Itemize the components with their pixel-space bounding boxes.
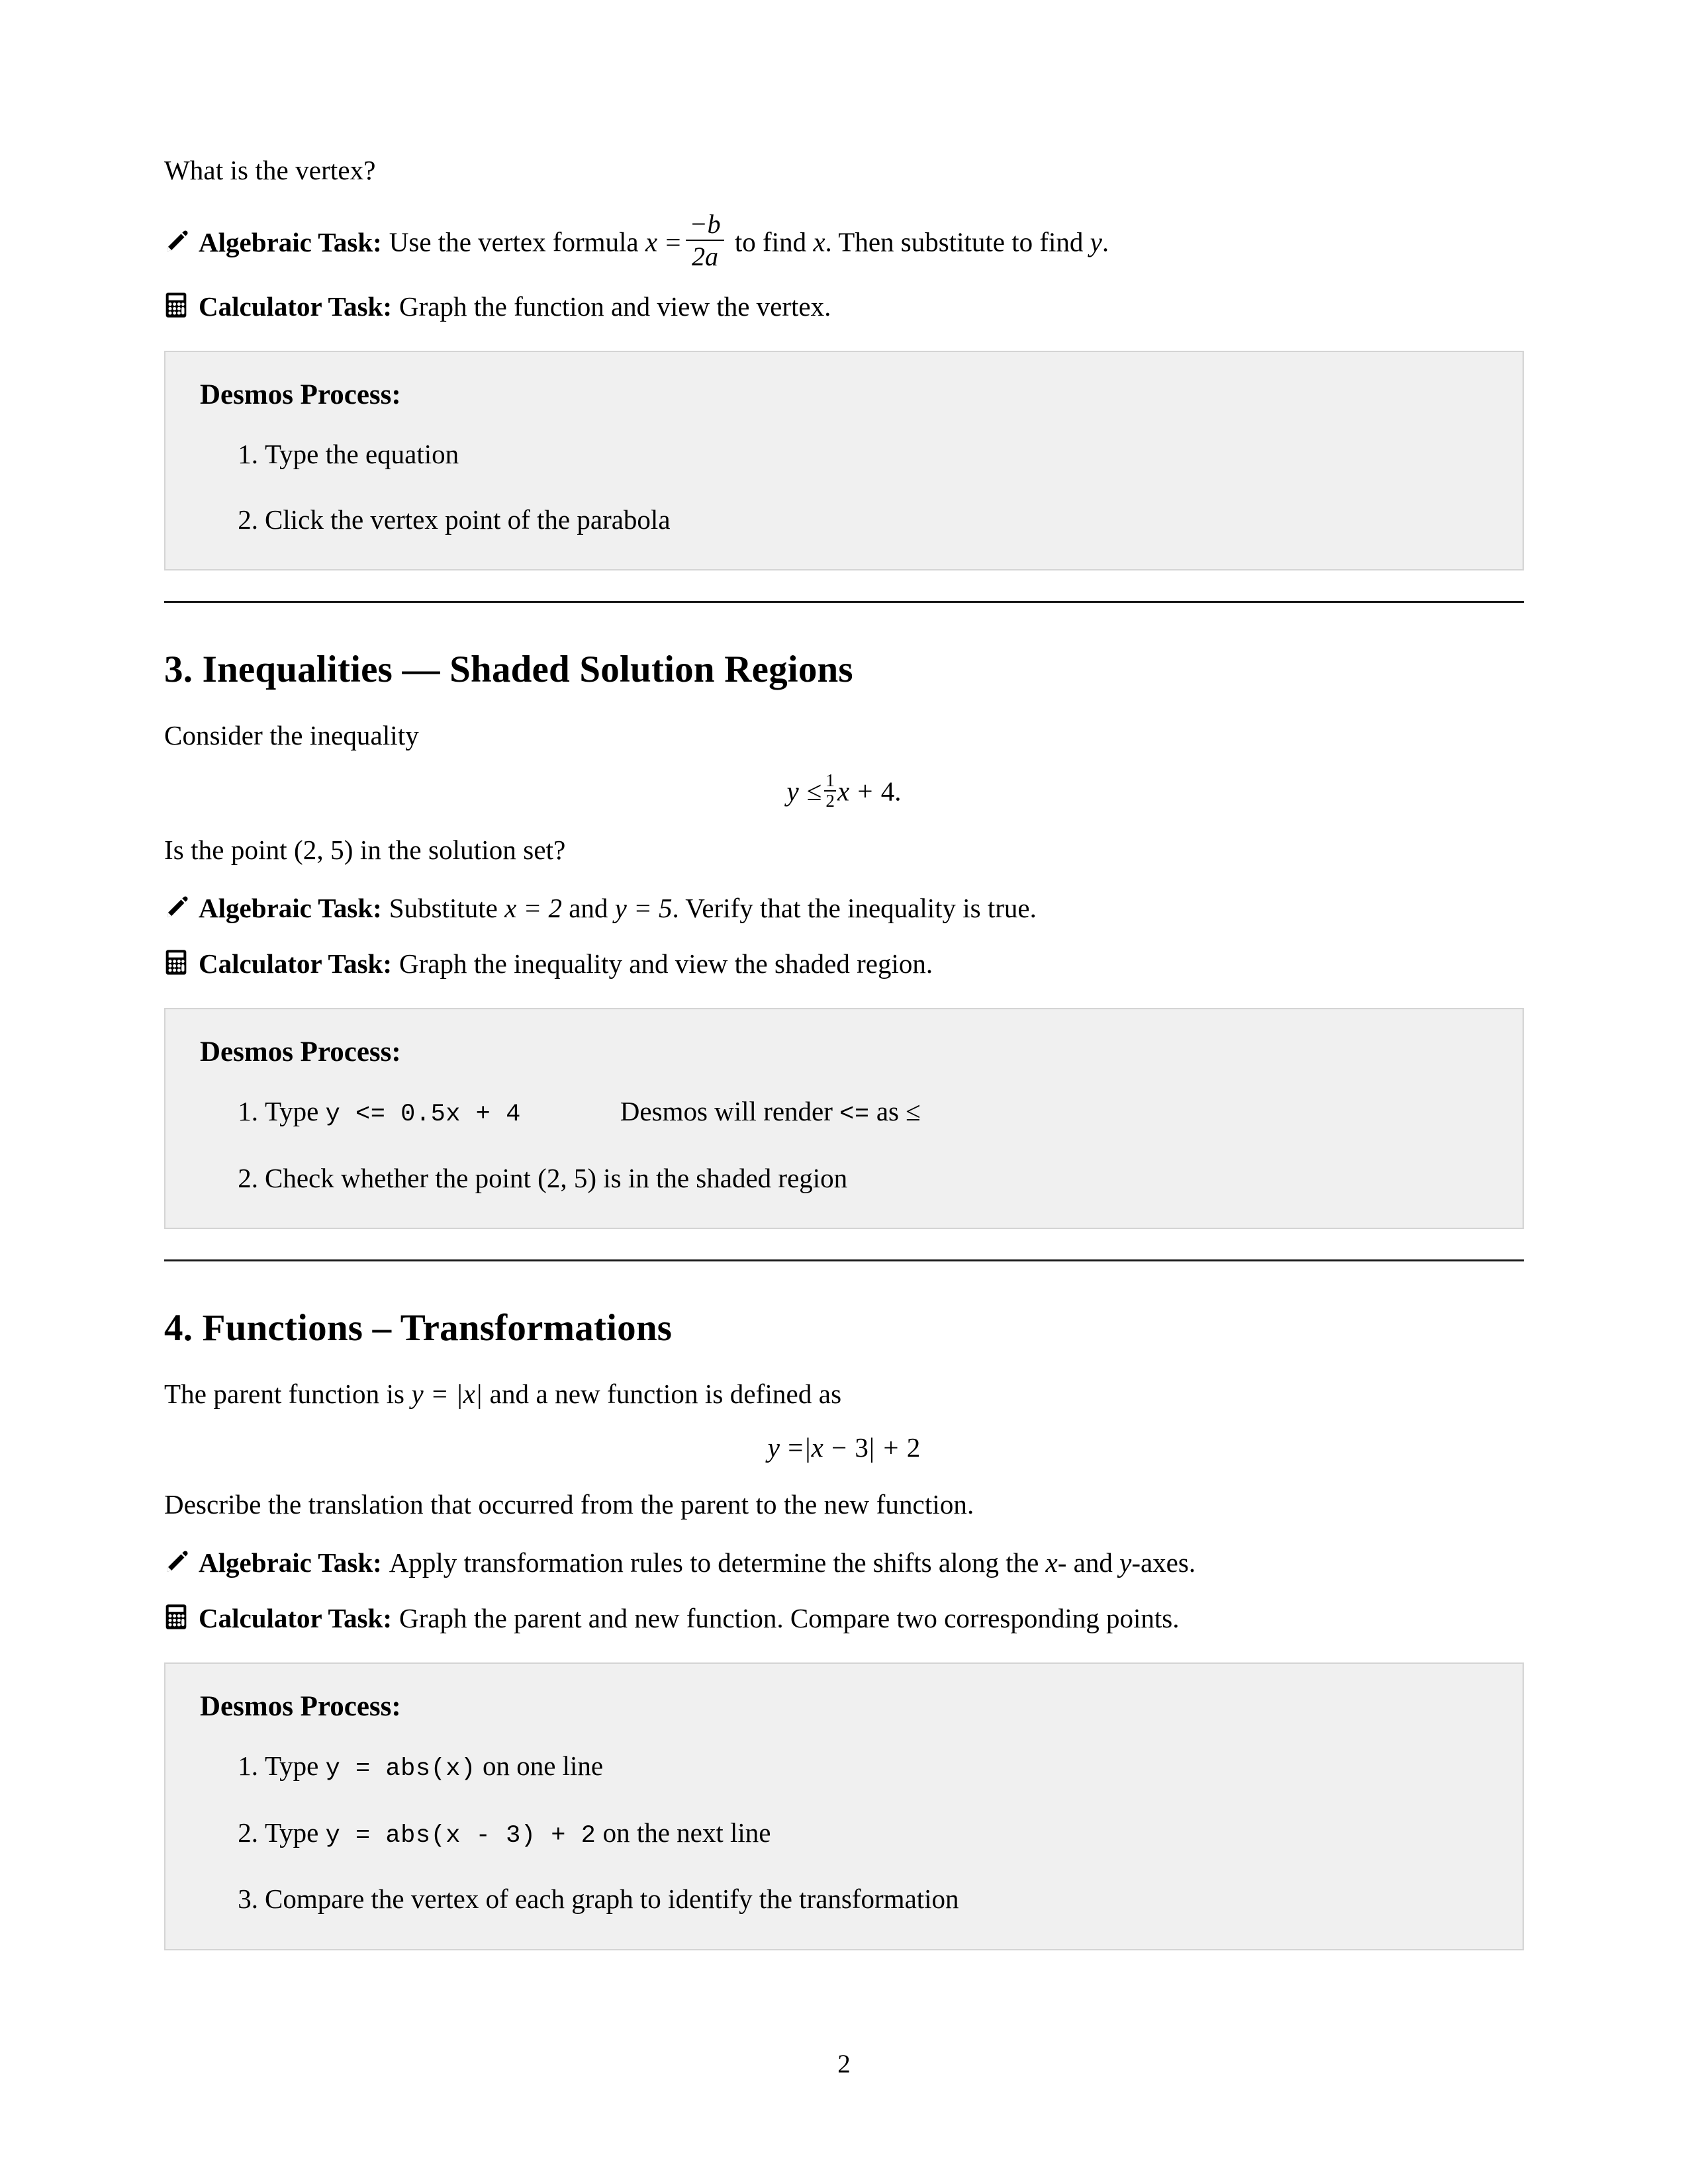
parent-function: y = |x| [411, 1378, 483, 1409]
calculator-task-inequality [164, 945, 1524, 983]
equation-lhs: y [767, 1432, 780, 1463]
calculator-task-body [199, 1600, 1179, 1637]
desmos-step [265, 1160, 1488, 1197]
find-variable-y: y [1090, 226, 1102, 257]
equation-inner-variable: x [811, 1432, 823, 1463]
algebraic-task-body [199, 1544, 1196, 1582]
vertex-formula-var: x [645, 226, 658, 257]
desmos-step [265, 1093, 1488, 1132]
section-divider [164, 1259, 1524, 1261]
desmos-step [265, 1814, 1488, 1854]
algebraic-task-text-mid: to find [734, 226, 807, 257]
step-text-before: Check whether the point [265, 1162, 531, 1193]
desmos-process-title: Desmos Process: [200, 379, 401, 411]
transformations-lead [164, 1375, 1524, 1413]
step-suffix: on the next line [602, 1817, 771, 1848]
calculator-task-transformation [164, 1600, 1524, 1637]
question-text-after: in the solution set? [359, 835, 566, 865]
inequality-plus: + [857, 776, 873, 807]
question-point: (2, 5) [294, 835, 353, 865]
calculator-task-text: Graph the parent and new function. Compare two corresponding points. [399, 1602, 1180, 1633]
desmos-steps-list [200, 435, 1488, 539]
algebraic-task-text-before: Use the vertex formula [389, 226, 639, 257]
pencil-icon [164, 893, 199, 920]
fraction-denominator: 2 [825, 791, 835, 811]
calculator-task-vertex [164, 288, 1524, 326]
substitution-y: y = 5 [614, 893, 673, 924]
step-code: y = abs(x - 3) + 2 [325, 1821, 596, 1850]
lead-text-after: and a new function is defined as [489, 1378, 842, 1409]
desmos-steps-list [200, 1747, 1488, 1919]
algebraic-task-text-after: -axes. [1131, 1547, 1196, 1578]
note-text-as: as [876, 1095, 899, 1126]
find-variable-x: x [813, 226, 825, 257]
desmos-process-title: Desmos Process: [200, 1691, 401, 1723]
desmos-steps-list [200, 1093, 1488, 1197]
section-heading-inequalities: 3. Inequalities — Shaded Solution Regions [164, 648, 853, 690]
algebraic-task-and: and [569, 893, 608, 924]
algebraic-task-text-before: Apply transformation rules to determine the shifts along the [389, 1547, 1039, 1578]
calculator-task-body [199, 288, 831, 326]
vertex-formula-equals: = [665, 226, 681, 257]
lead-text-before: The parent function is [164, 1378, 405, 1409]
pencil-icon [164, 1548, 199, 1574]
calculator-icon [164, 1604, 199, 1630]
algebraic-task-label: Algebraic Task: [199, 893, 382, 924]
axis-variable-x: x [1045, 1547, 1058, 1578]
note-text-before: Desmos will render [620, 1095, 833, 1126]
note-code: <= [839, 1100, 870, 1128]
transformation-display-equation [164, 1430, 1524, 1465]
algebraic-task-label: Algebraic Task: [199, 226, 382, 257]
equation-minus: − [831, 1432, 847, 1463]
step-prefix: Type [265, 1750, 319, 1781]
step-point: (2, 5) [538, 1162, 596, 1193]
step-prefix: Type [265, 1817, 319, 1848]
inequality-lead: Consider the inequality [164, 719, 419, 751]
abs-bar-close: | [868, 1432, 875, 1463]
calculator-task-label: Calculator Task: [199, 1602, 393, 1633]
question-text-before: Is the point [164, 835, 287, 865]
step-prefix: Type [265, 1095, 319, 1126]
vertex-question: What is the vertex? [164, 155, 376, 185]
desmos-process-box-vertex [164, 351, 1524, 570]
section-heading-transformations: 4. Functions – Transformations [164, 1306, 673, 1349]
algebraic-task-text-after: . Then substitute to find [825, 226, 1084, 257]
inequality-display-equation [164, 772, 1524, 811]
step-code: y = abs(x) [325, 1754, 476, 1783]
algebraic-task-inequality [164, 889, 1524, 927]
section-divider [164, 601, 1524, 603]
inequality-relation: ≤ [806, 776, 822, 807]
step-suffix: on one line [482, 1750, 604, 1781]
fraction-denominator: 2a [691, 241, 719, 271]
algebraic-task-label: Algebraic Task: [199, 1547, 382, 1578]
calculator-icon [164, 292, 199, 318]
solution-set-question [164, 831, 1524, 869]
step-text-after: is in the shaded region [603, 1162, 848, 1193]
desmos-process-box-transformation [164, 1662, 1524, 1950]
calculator-task-label: Calculator Task: [199, 291, 393, 322]
calculator-task-text: Graph the inequality and view the shaded region. [399, 948, 933, 979]
calculator-task-body [199, 945, 933, 983]
desmos-process-title: Desmos Process: [200, 1036, 401, 1068]
page-number: 2 [837, 2050, 851, 2078]
inequality-constant: 4. [880, 776, 902, 807]
desmos-step: Compare the vertex of each graph to identify the transformation [265, 1884, 959, 1915]
calculator-icon [164, 949, 199, 976]
step-note [620, 1093, 921, 1132]
vertex-formula-fraction [686, 210, 724, 271]
inequality-variable: x [837, 776, 850, 807]
desmos-step [265, 1747, 1488, 1787]
equation-inner-number: 3 [855, 1432, 868, 1463]
algebraic-task-body [199, 210, 1109, 271]
abs-bar-open: | [805, 1432, 811, 1463]
equation-plus: + [883, 1432, 899, 1463]
algebraic-task-transformation [164, 1544, 1524, 1582]
axis-variable-y: y [1119, 1547, 1132, 1578]
desmos-process-box-inequality [164, 1008, 1524, 1229]
algebraic-task-text-after: . Verify that the inequality is true. [672, 893, 1037, 924]
desmos-step: Click the vertex point of the parabola [265, 504, 671, 535]
page-content [164, 151, 1524, 1950]
fraction-numerator: −b [686, 210, 724, 240]
algebraic-task-text-end: . [1102, 226, 1109, 257]
step-code: y <= 0.5x + 4 [325, 1100, 521, 1128]
equation-equals: = [788, 1432, 804, 1463]
algebraic-task-text-mid: - and [1057, 1547, 1113, 1578]
equation-constant: 2 [906, 1432, 921, 1463]
algebraic-task-vertex [164, 210, 1524, 271]
substitution-x: x = 2 [504, 893, 562, 924]
calculator-task-text: Graph the function and view the vertex. [399, 291, 831, 322]
note-symbol: ≤ [906, 1095, 921, 1126]
inequality-lhs: y [786, 776, 799, 807]
describe-translation-prompt: Describe the translation that occurred from the parent to the new function. [164, 1489, 974, 1520]
desmos-step: Type the equation [265, 439, 459, 470]
calculator-task-label: Calculator Task: [199, 948, 393, 979]
algebraic-task-text-before: Substitute [389, 893, 498, 924]
algebraic-task-body [199, 889, 1037, 927]
inequality-fraction [824, 772, 836, 811]
fraction-numerator: 1 [824, 772, 836, 792]
pencil-icon [164, 228, 199, 254]
